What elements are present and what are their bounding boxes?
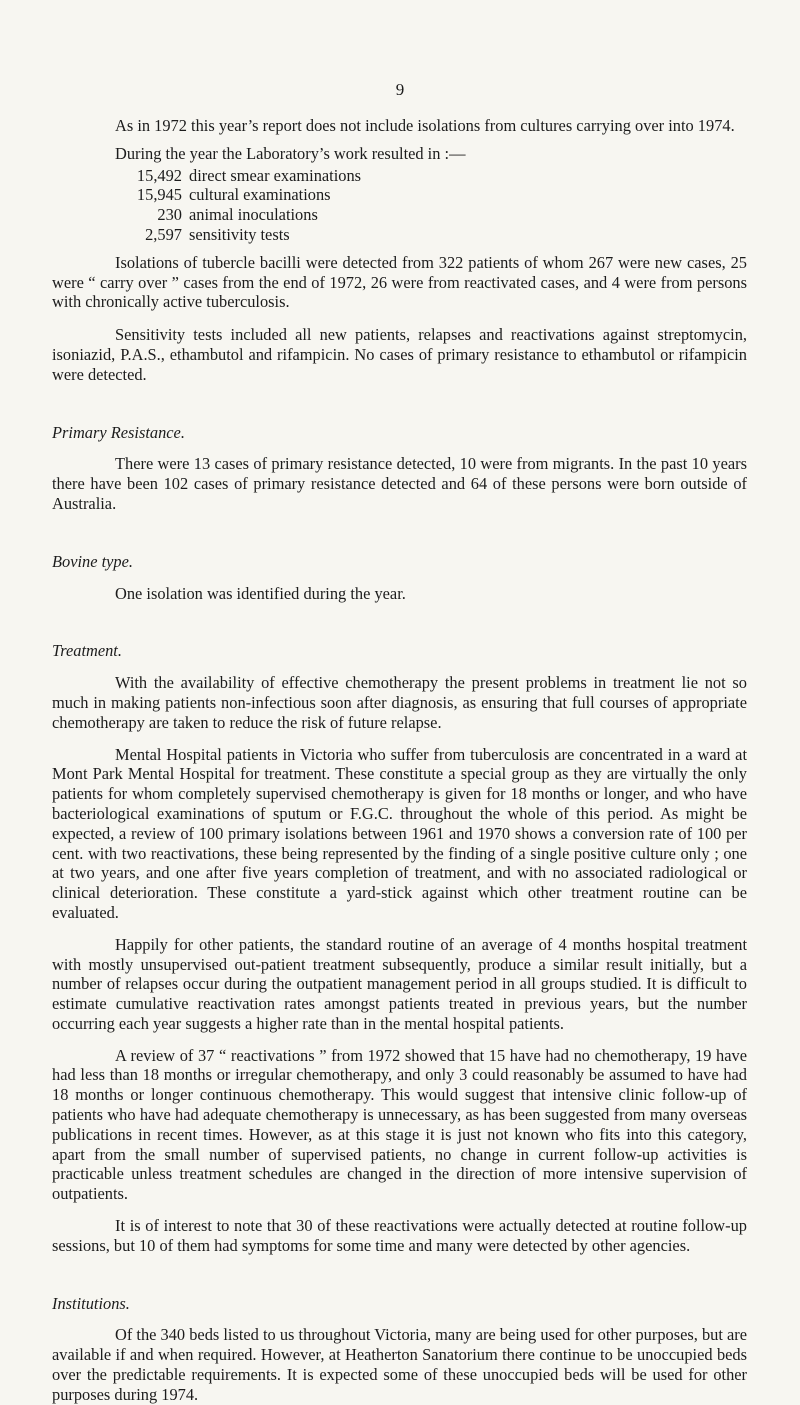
list-item bbox=[52, 225, 747, 245]
lab-work-label: cultural examinations bbox=[189, 185, 331, 205]
list-item bbox=[52, 205, 747, 225]
lab-work-list bbox=[52, 166, 747, 245]
lab-work-label: direct smear examinations bbox=[189, 165, 362, 185]
list-item bbox=[52, 166, 747, 186]
lab-work-count: 15,492 bbox=[136, 165, 182, 185]
list-item bbox=[52, 185, 747, 205]
lab-work-label: animal inoculations bbox=[189, 205, 318, 225]
paragraph-institutions: Of the 340 beds listed to us throughout Victoria, many are being used for other purposes, but are available if and when required. However, at Heatherton Sanatorium there continue to be unoccupied beds over the predictable requirements. It is expected some of these unoccupied beds will be used for other purposes during 1974. bbox=[52, 1325, 747, 1404]
heading-treatment: Treatment. bbox=[52, 641, 122, 661]
lab-work-count: 15,945 bbox=[136, 185, 182, 205]
page-number: 9 bbox=[395, 80, 405, 99]
heading-bovine-type: Bovine type. bbox=[52, 551, 134, 571]
paragraph-primary-resistance: There were 13 cases of primary resistance detected, 10 were from migrants. In the past 10 years there have been 102 cases of primary resistance detected and 64 of these persons were born outside of Australia. bbox=[52, 454, 747, 513]
heading-primary-resistance: Primary Resistance. bbox=[52, 422, 185, 442]
lab-work-label: sensitivity tests bbox=[189, 224, 290, 244]
lab-work-count: 2,597 bbox=[145, 224, 182, 244]
paragraph-mental-hospital: Mental Hospital patients in Victoria who suffer from tuberculosis are concentrated in a ward at Mont Park Mental Hospital for treatment. These constitute a special group as they are virtually the only patients for whom completely supervised chemotherapy is given for 18 months or longer, and who have bacteriological examinations of sputum or F.G.C. throughout the whole of this period. As might be expected, a review of 100 primary isolations between 1961 and 1970 shows a conversion rate of 100 per cent. with two reactivations, these being represented by the finding of a single positive culture only ; one at two years, and one after five years completion of treatment, and with no associated radiological or clinical deterioration. These constitute a yard-stick against which other treatment routine can be evaluated. bbox=[52, 744, 747, 922]
paragraph-other-patients: Happily for other patients, the standard routine of an average of 4 months hospital treatment with mostly unsupervised out-patient treatment subsequently, produce a similar result initially, but a number of relapses occur during the outpatient management period in all groups studied. It is difficult to estimate cumulative reactivation rates amongst patients treated in previous years, but the number occurring each year suggests a higher rate than in the mental hospital patients. bbox=[52, 934, 747, 1033]
heading-institutions: Institutions. bbox=[52, 1293, 130, 1313]
paragraph-chemotherapy: With the availability of effective chemotherapy the present problems in treatment lie not so much in making patients non-infectious soon after diagnosis, as ensuring that full courses of appropriate chemotherapy are taken to reduce the risk of future relapse. bbox=[52, 673, 747, 732]
lab-work-count: 230 bbox=[157, 205, 182, 225]
paragraph-sensitivity-tests: Sensitivity tests included all new patients, relapses and reactivations against streptomycin, isoniazid, P.A.S., ethambutol and rifampicin. No cases of primary resistance to ethambutol or rifampicin were detected. bbox=[52, 325, 747, 384]
paragraph-bovine-type: One isolation was identified during the year. bbox=[115, 583, 406, 603]
paragraph-isolations-note: As in 1972 this year’s report does not include isolations from cultures carrying over into 1974. bbox=[115, 116, 735, 135]
paragraph-reactivations-review: A review of 37 “ reactivations ” from 1972 showed that 15 have had no chemotherapy, 19 have had less than 18 months or irregular chemotherapy, and only 3 could reasonably be assumed to have had 18 months or longer continuous chemotherapy. This would suggest that intensive clinic follow-up of patients who have had adequate chemotherapy is unnecessary, as has been suggested from many overseas publications in recent times. However, as at this stage it is just not known who fits into this category, apart from the small number of supervised patients, no change in current follow-up activities is practicable unless treatment schedules are changed in the direction of more intensive supervision of outpatients. bbox=[52, 1045, 747, 1204]
paragraph-isolations: Isolations of tubercle bacilli were detected from 322 patients of whom 267 were new cases, 25 were “ carry over ” cases from the end of 1972, 26 were from reactivated cases, and 4 were from persons with chronically active tuberculosis. bbox=[52, 252, 747, 312]
paragraph-lab-work-intro: During the year the Laboratory’s work resulted in :— bbox=[115, 143, 466, 163]
paragraph-follow-up: It is of interest to note that 30 of these reactivations were actually detected at routine follow-up sessions, but 10 of them had symptoms for some time and many were detected by other agencies. bbox=[52, 1216, 747, 1255]
page-body bbox=[52, 116, 747, 1405]
